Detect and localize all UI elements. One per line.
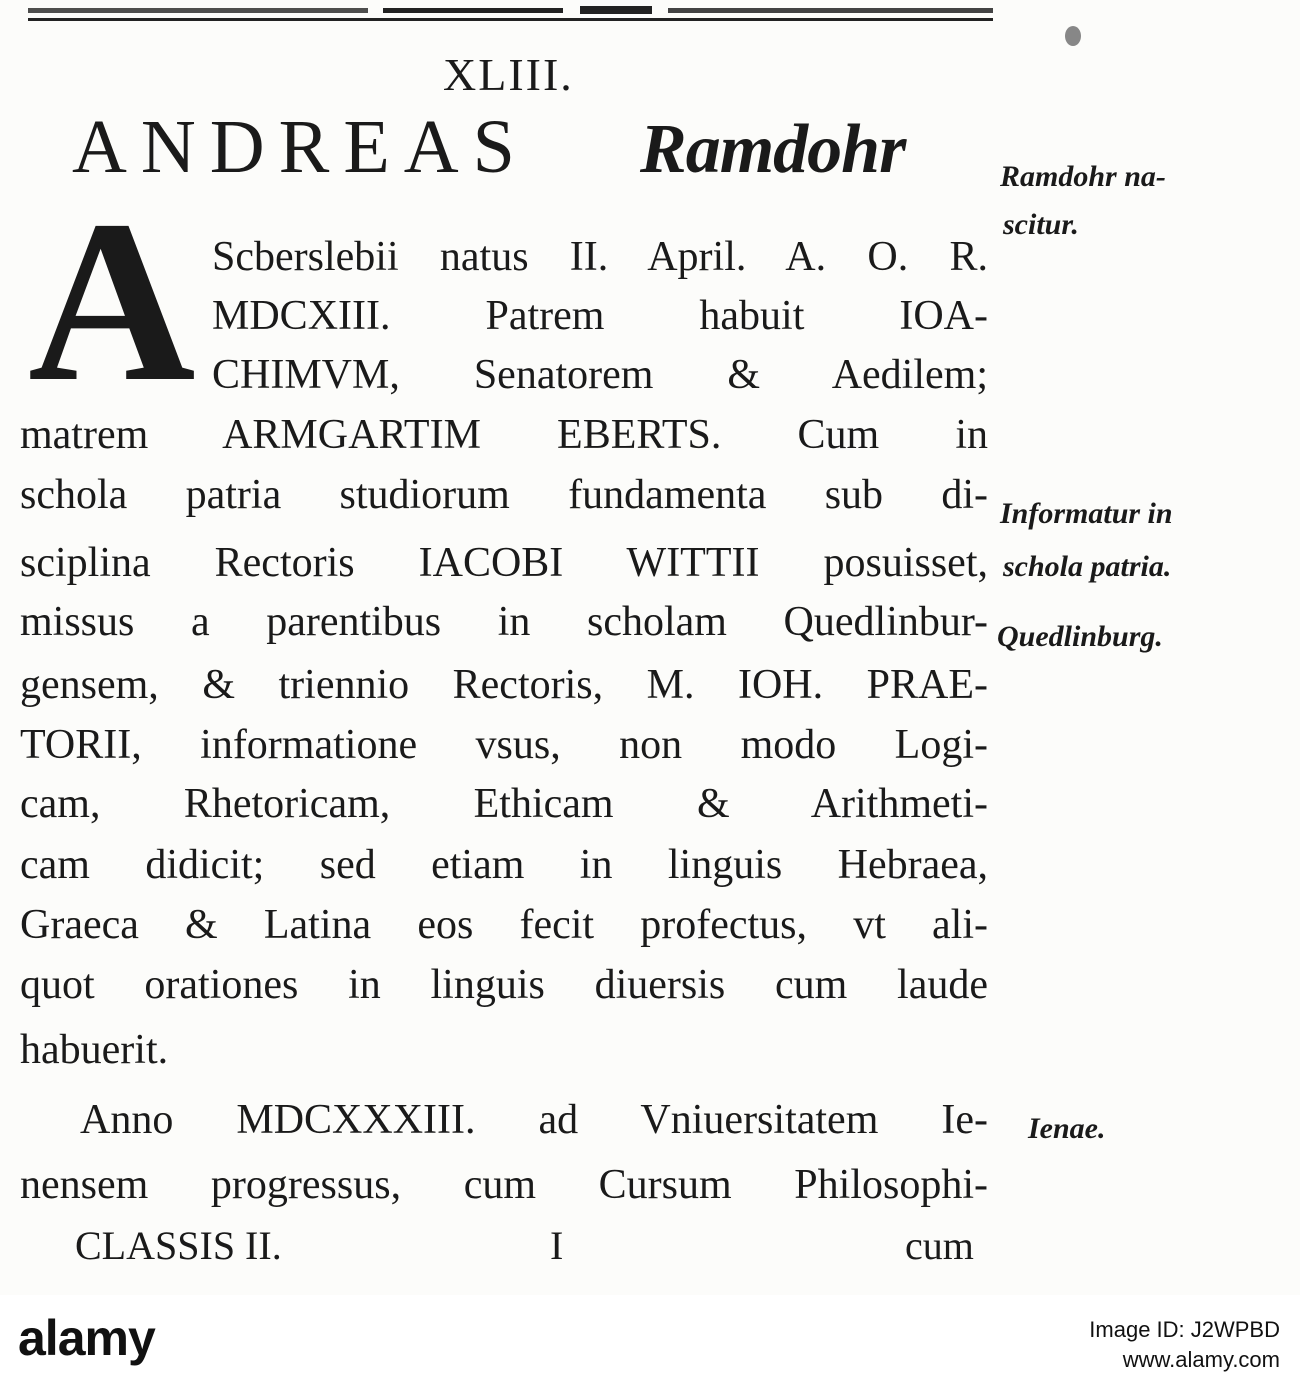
- text-line: MDCXIII. Patrem habuit IOA-: [212, 293, 988, 339]
- margin-note: schola patria.: [1003, 550, 1172, 583]
- text-line: TORII, informatione vsus, non modo Logi-: [20, 722, 988, 768]
- text-line: missus a parentibus in scholam Quedlinbur-: [20, 599, 988, 645]
- header-rule-segment: [580, 6, 652, 14]
- text-line: cam didicit; sed etiam in linguis Hebraea,: [20, 842, 988, 888]
- text-line: Anno MDCXXXIII. ad Vniuersitatem Ie-: [80, 1097, 988, 1143]
- ink-speck: [1065, 26, 1081, 46]
- text-line: Graeca & Latina eos fecit profectus, vt ali-: [20, 902, 988, 948]
- header-rule-segment: [383, 8, 563, 13]
- watermark-url: www.alamy.com: [1122, 1347, 1280, 1372]
- signature-number: I: [550, 1223, 564, 1268]
- margin-note: scitur.: [1003, 208, 1079, 241]
- chapter-number: XLIII.: [443, 49, 574, 100]
- text-line: cam, Rhetoricam, Ethicam & Arithmeti-: [20, 781, 988, 827]
- header-rule-segment: [668, 8, 993, 13]
- text-line: Scberslebii natus II. April. A. O. R.: [212, 234, 988, 280]
- text-line: habuerit.: [20, 1027, 169, 1073]
- margin-note: Quedlinburg.: [997, 620, 1163, 653]
- drop-cap: A: [28, 173, 196, 430]
- margin-note: Ienae.: [1028, 1112, 1106, 1145]
- signature-mark: CLASSIS II.: [75, 1223, 282, 1268]
- header-rule: [28, 18, 993, 21]
- text-line: quot orationes in linguis diuersis cum laude: [20, 962, 988, 1008]
- margin-note: Informatur in: [1000, 497, 1173, 530]
- entry-first-name: ANDREAS: [72, 105, 529, 189]
- watermark-logo: alamy: [18, 1310, 155, 1366]
- text-line: sciplina Rectoris IACOBI WITTII posuisset,: [20, 540, 988, 586]
- text-line: CHIMVM, Senatorem & Aedilem;: [212, 352, 988, 398]
- text-line: gensem, & triennio Rectoris, M. IOH. PRAE-: [20, 662, 988, 708]
- header-rule-segment: [28, 8, 368, 13]
- margin-note: Ramdohr na-: [1000, 160, 1166, 193]
- text-line: matrem ARMGARTIM EBERTS. Cum in: [20, 412, 988, 458]
- text-line: nensem progressus, cum Cursum Philosophi-: [20, 1162, 988, 1208]
- watermark-image-id: Image ID: J2WPBD: [1089, 1317, 1280, 1342]
- catchword: cum: [905, 1223, 974, 1268]
- entry-surname: Ramdohr: [640, 111, 906, 188]
- text-line: schola patria studiorum fundamenta sub di-: [20, 472, 988, 518]
- watermark-strip: [0, 1295, 1300, 1385]
